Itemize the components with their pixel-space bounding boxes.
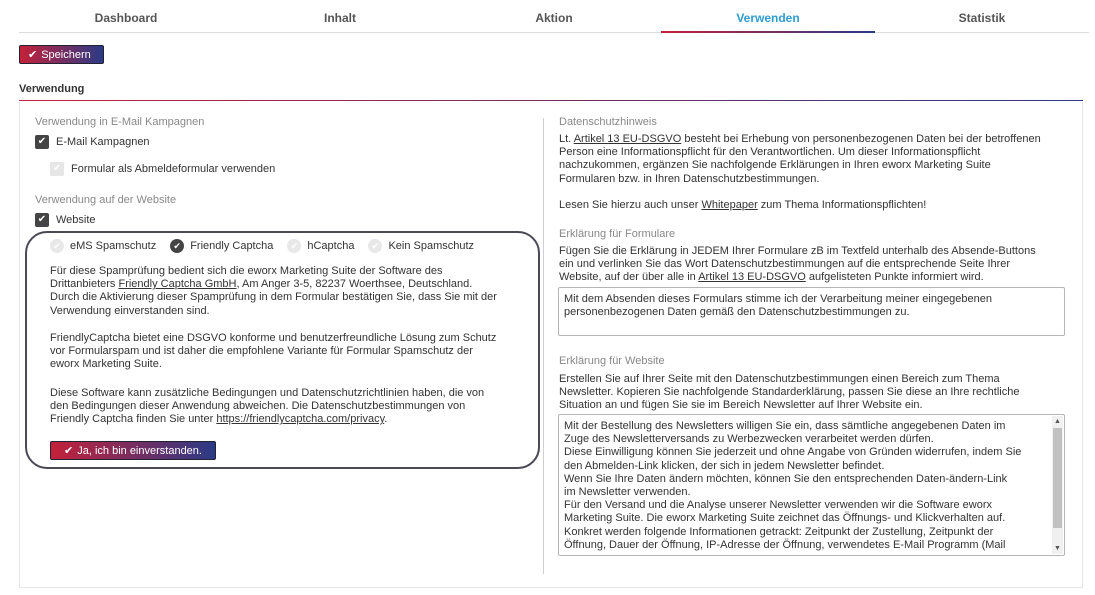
text-span: aufgelisteten Punkte informiert wird. xyxy=(805,271,984,284)
text-line: ein und verlinken Sie das Wort Datenschutzbestimmungen auf die entsprechende Seite Ihrer xyxy=(559,258,1011,271)
gdpr-article-link[interactable]: Artikel 13 EU-DSGVO xyxy=(698,271,806,284)
website-declaration-text xyxy=(559,373,1019,413)
website-group-label: Verwendung auf der Website xyxy=(35,194,177,206)
tab-aktion[interactable]: Aktion xyxy=(535,11,573,25)
text-line: den Bedingungen dieser Anwendung abweichen. Die Datenschutzbestimmungen von xyxy=(50,400,466,413)
save-button[interactable] xyxy=(19,45,104,64)
text-line: Formularen bzw. in Ihren Datenschutzbestimmungen. xyxy=(559,172,820,185)
radio-kein-spamschutz[interactable] xyxy=(368,239,474,253)
text-line: Erstellen Sie auf Ihrer Seite mit den Datenschutzbestimmungen einen Bereich zum Thema xyxy=(559,373,1000,385)
whitepaper-link[interactable]: Whitepaper xyxy=(701,199,758,211)
tab-dashboard[interactable]: Dashboard xyxy=(94,11,158,25)
radio-check-icon: ✔ xyxy=(368,239,382,253)
text-line xyxy=(50,413,484,426)
text-span: Lesen Sie hierzu auch unser xyxy=(559,199,702,211)
text-line xyxy=(559,133,1041,146)
text-span: Website, auf der über alle in xyxy=(559,271,699,284)
tab-bar xyxy=(19,4,1089,33)
text-line: Mit der Bestellung des Newsletters willigen Sie ein, dass sämtliche angegebenen Daten im xyxy=(564,420,1006,432)
text-line: Durch die Aktivierung dieser Spamprüfung in dem Formular bestätigen Sie, dass Sie mit der xyxy=(50,291,497,304)
text-line: Diese Software kann zusätzliche Bedingungen und Datenschutzrichtlinien haben, die von xyxy=(50,387,485,399)
unsubscribe-form-label: Formular als Abmeldeformular verwenden xyxy=(71,163,276,175)
text-line: Newsletter. Kopieren Sie nachfolgende Standarderklärung, passen Sie diese an Ihre rechtliche xyxy=(559,386,1020,399)
whitepaper-hint xyxy=(559,199,926,212)
radio-check-icon: ✔ xyxy=(287,239,301,253)
text-line: personenbezogenen Daten gemäß den Datenschutzbestimmungen zu. xyxy=(564,306,910,319)
text-line: Öffnung, Dauer der Öffnung, IP-Adresse der Öffnung, verwendetes E-Mail Programm (Mail xyxy=(564,538,1006,551)
forms-declaration-textarea[interactable] xyxy=(558,287,1065,336)
textarea-scrollbar[interactable] xyxy=(1052,416,1063,554)
email-group-label: Verwendung in E-Mail Kampagnen xyxy=(35,116,205,128)
radio-label: Friendly Captcha xyxy=(190,240,274,252)
radio-hcaptcha[interactable] xyxy=(287,239,354,253)
text-line: Zuge des Newsletterversands zu Werbezwecken verarbeitet werden dürfen. xyxy=(564,433,934,446)
captcha-info-paragraph-1 xyxy=(50,265,497,318)
website-declaration-label: Erklärung für Website xyxy=(559,355,665,367)
text-line: im Newsletter verwenden. xyxy=(564,486,691,499)
text-span: , Am Anger 3-5, 82237 Woerthsee, Deutschland. xyxy=(236,278,473,291)
tab-verwenden[interactable]: Verwenden xyxy=(661,4,875,32)
text-span: Drittanbieters xyxy=(50,278,119,291)
website-declaration-textarea[interactable] xyxy=(558,414,1065,556)
save-button-label: Speichern xyxy=(41,48,91,61)
text-span: besteht bei Erhebung von personenbezogenen Daten bei der betroffenen xyxy=(681,133,1041,145)
radio-label: Kein Spamschutz xyxy=(388,240,475,252)
email-campaign-label: E-Mail Kampagnen xyxy=(56,136,150,148)
captcha-radio-group xyxy=(50,239,488,253)
website-checkbox-icon[interactable]: ✔ xyxy=(35,213,49,227)
text-line: Wenn Sie Ihre Daten ändern möchten, können Sie den entsprechenden Daten-ändern-Link xyxy=(564,472,1008,485)
website-label: Website xyxy=(56,214,96,226)
check-icon: ✔ xyxy=(64,445,74,457)
check-icon: ✔ xyxy=(28,49,38,61)
captcha-info-paragraph-3 xyxy=(50,387,484,427)
text-span: . xyxy=(384,413,388,426)
text-line: nachzukommen, ergänzen Sie nachfolgende Erklärungen in Ihren eworx Marketing Suite xyxy=(559,159,991,172)
radio-ems-spamschutz[interactable] xyxy=(50,239,156,253)
text-line: Marketing Suite. Die eworx Marketing Suite zeichnet das Öffnungs- und Klickverhalten auf. xyxy=(564,512,1006,525)
tab-statistik[interactable]: Statistik xyxy=(958,11,1006,25)
section-title: Verwendung xyxy=(19,83,85,95)
text-line: Für den Versand und die Analyse unserer Newsletter verwenden wir die Software eworx xyxy=(564,499,993,512)
privacy-notice-text xyxy=(559,133,1041,186)
section-divider xyxy=(19,100,1083,101)
text-line: Konkret werden folgende Informationen getrackt: Zeitpunkt der Zustellung, Zeitpunkt der xyxy=(564,525,994,538)
website-option[interactable] xyxy=(35,213,96,227)
radio-check-icon: ✔ xyxy=(50,239,64,253)
tab-inhalt[interactable]: Inhalt xyxy=(324,11,356,25)
forms-declaration-label: Erklärung für Formulare xyxy=(559,228,676,240)
text-span: zum Thema Informationspflichten! xyxy=(757,199,927,211)
text-line: eworx Marketing Suite. xyxy=(50,358,162,371)
radio-label: hCaptcha xyxy=(307,240,355,252)
radio-label: eMS Spamschutz xyxy=(70,240,157,252)
captcha-info-paragraph-2 xyxy=(50,332,496,372)
gdpr-article-link[interactable]: Artikel 13 EU-DSGVO xyxy=(573,133,682,145)
text-line xyxy=(559,271,1036,284)
text-span: Friendly Captcha finden Sie unter xyxy=(50,413,217,426)
agree-button-label: Ja, ich bin einverstanden. xyxy=(77,444,202,457)
unsubscribe-form-option xyxy=(50,162,275,176)
text-line: Situation an und fügen Sie sie im Bereich Newsletter auf Ihrer Website ein. xyxy=(559,399,923,412)
email-campaign-option[interactable] xyxy=(35,135,150,149)
text-line: Verwendung einverstanden sind. xyxy=(50,304,210,317)
agree-button[interactable] xyxy=(50,441,216,460)
email-campaign-checkbox-icon[interactable]: ✔ xyxy=(35,135,49,149)
text-line: vor Formularspam und ist daher die empfohlene Variante für Formular Spamschutz der xyxy=(50,345,473,358)
text-line: Person eine Informationspflicht für den Verantwortlichen. Um dieser Informationspflicht xyxy=(559,146,981,159)
text-line: FriendlyCaptcha bietet eine DSGVO konforme und benutzerfreundliche Lösung zum Schutz xyxy=(50,332,497,344)
text-line: den Abmelden-Link klicken, der sich in jedem Newsletter befindet. xyxy=(564,459,885,472)
text-span: Lt. xyxy=(559,133,574,145)
text-line: Für diese Spamprüfung bedient sich die eworx Marketing Suite der Software des xyxy=(50,265,443,277)
forms-declaration-text xyxy=(559,245,1036,285)
unsubscribe-form-checkbox-icon: ✔ xyxy=(50,162,64,176)
privacy-notice-label: Datenschutzhinweis xyxy=(559,116,657,128)
radio-check-icon: ✔ xyxy=(170,239,184,253)
scroll-up-icon[interactable]: ▲ xyxy=(1054,418,1061,425)
text-line: Fügen Sie die Erklärung in JEDEM Ihrer Formulare zB im Textfeld unterhalb des Absende-Buttons xyxy=(559,245,1036,257)
scroll-down-icon[interactable]: ▼ xyxy=(1054,545,1061,552)
scroll-thumb[interactable] xyxy=(1053,428,1062,528)
text-line: Diese Einwilligung können Sie jederzeit und ohne Angabe von Gründen widerrufen, indem Sie xyxy=(564,446,1022,459)
privacy-link[interactable]: https://friendlycaptcha.com/privacy xyxy=(216,413,385,426)
friendly-captcha-link[interactable]: Friendly Captcha GmbH xyxy=(118,278,237,291)
text-line xyxy=(50,278,497,291)
text-line: Mit dem Absenden dieses Formulars stimme ich der Verarbeitung meiner eingegebenen xyxy=(564,293,993,305)
column-divider xyxy=(543,118,544,574)
radio-friendly-captcha[interactable] xyxy=(170,239,273,253)
